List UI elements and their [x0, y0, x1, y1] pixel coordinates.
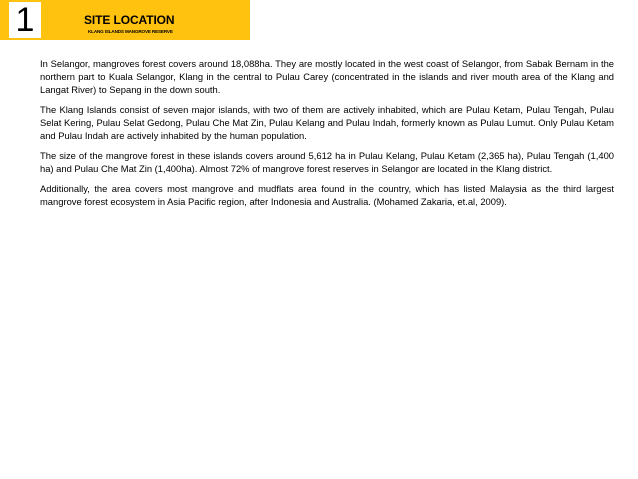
paragraph-klang-islands: The Klang Islands consist of seven major islands, with two of them are actively inhabited, which are Pulau Ketam, Pulau Tengah, Pulau Selat Kering, Pulau Selat Gedong, Pulau Che Mat Zin, Pulau Kelang and Pulau Indah, formerly known as Pulau Lumut. Only Pulau Ketam and Pulau Indah are actively inhabited by the human population.: [40, 104, 614, 141]
slide-number-box: [9, 2, 41, 38]
paragraph-mangrove-coverage: In Selangor, mangroves forest covers around 18,088ha. They are mostly located in the west coast of Selangor, from Sabak Bernam in the northern part to Kuala Selangor, Klang in the central to Pulau Carey (concentrated in the islands and river mouth area of the Klang and Langat River) to Sepang in the down south.: [40, 58, 614, 95]
body-text: [40, 57, 614, 215]
page-subtitle: KLANG ISLANDS MANGROVE RESERVE: [88, 29, 173, 34]
slide-number: 1: [15, 1, 35, 39]
header-bar: [0, 0, 250, 40]
page-title: SITE LOCATION: [84, 13, 175, 27]
paragraph-forest-size: The size of the mangrove forest in these islands covers around 5,612 ha in Pulau Kelang, Pulau Ketam (2,365 ha), Pulau Tengah (1,400 ha) and Pulau Che Mat Zin (1,400ha). Almost 72% of mangrove forest reserves in Selangor are located in the Klang district.: [40, 150, 614, 174]
paragraph-additional-info: Additionally, the area covers most mangrove and mudflats area found in the country, which has listed Malaysia as the third largest mangrove forest ecosystem in Asia Pacific region, after Indonesia and Australia. (Mohamed Zakaria, et.al, 2009).: [40, 183, 614, 207]
